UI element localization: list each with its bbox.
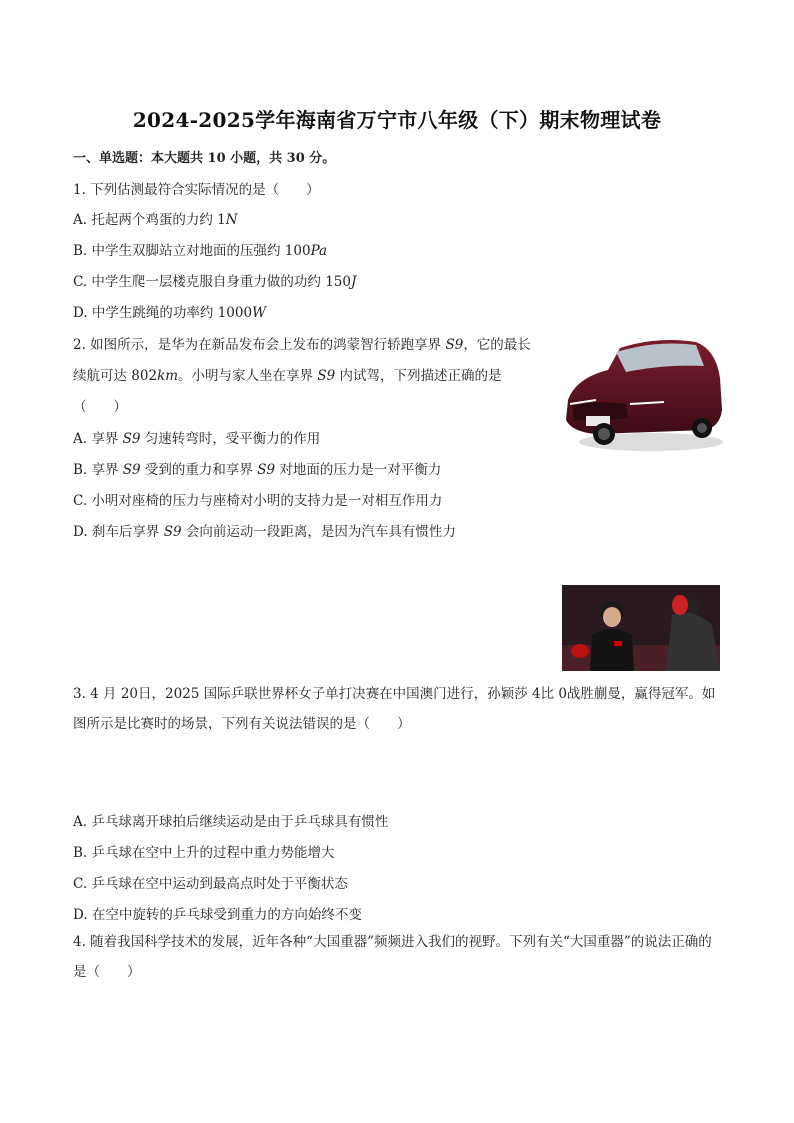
q2-stem-line3: （ ） bbox=[73, 399, 127, 415]
q2-option-d: D. 刹车后享界 S9 会向前运动一段距离，是因为汽车具有惯性力 bbox=[73, 524, 456, 540]
q1-stem: 1. 下列估测最符合实际情况的是（ ） bbox=[73, 182, 320, 198]
q2-option-c: C. 小明对座椅的压力与座椅对小明的支持力是一对相互作用力 bbox=[73, 493, 443, 509]
q2-stem-line1: 2. 如图所示，是华为在新品发布会上发布的鸿蒙智行轿跑享界 S9，它的最长 bbox=[73, 337, 531, 353]
q3-option-a: A. 乒乓球离开球拍后继续运动是由于乒乓球具有惯性 bbox=[73, 814, 389, 830]
q2-option-b: B. 享界 S9 受到的重力和享界 S9 对地面的压力是一对平衡力 bbox=[73, 462, 442, 478]
section-heading: 一、单选题：本大题共 10 小题，共 30 分。 bbox=[73, 151, 336, 166]
q2-option-a: A. 享界 S9 匀速转弯时，受平衡力的作用 bbox=[73, 431, 321, 447]
exam-title: 2024-2025学年海南省万宁市八年级（下）期末物理试卷 bbox=[132, 108, 662, 132]
q3-option-b: B. 乒乓球在空中上升的过程中重力势能增大 bbox=[73, 845, 335, 861]
q3-option-c: C. 乒乓球在空中运动到最高点时处于平衡状态 bbox=[73, 876, 348, 892]
q1-option-a: A. 托起两个鸡蛋的力约 1N bbox=[73, 212, 238, 228]
q2-stem-line2: 续航可达 802km。小明与家人坐在享界 S9 内试驾，下列描述正确的是 bbox=[73, 368, 502, 384]
q1-option-b: B. 中学生双脚站立对地面的压强约 100Pa bbox=[73, 243, 328, 259]
q3-option-d: D. 在空中旋转的乒乓球受到重力的方向始终不变 bbox=[73, 907, 362, 923]
car-image bbox=[556, 330, 724, 455]
q1-option-d: D. 中学生跳绳的功率约 1000W bbox=[73, 305, 266, 321]
q1-option-c: C. 中学生爬一层楼克服自身重力做的功约 150J bbox=[73, 274, 357, 290]
q3-stem: 3. 4 月 20日，2025 国际乒联世界杯女子单打决赛在中国澳门进行，孙颖莎 4比 0战胜蒯曼，赢得冠军。如图所示是比赛时的场景，下列有关说法错误的是（ ） bbox=[73, 686, 716, 732]
table-tennis-image bbox=[562, 585, 720, 671]
q4-stem: 4. 随着我国科学技术的发展，近年各种“大国重器”频频进入我们的视野。下列有关“大国重器”的说法正确的是（ ） bbox=[73, 934, 712, 980]
